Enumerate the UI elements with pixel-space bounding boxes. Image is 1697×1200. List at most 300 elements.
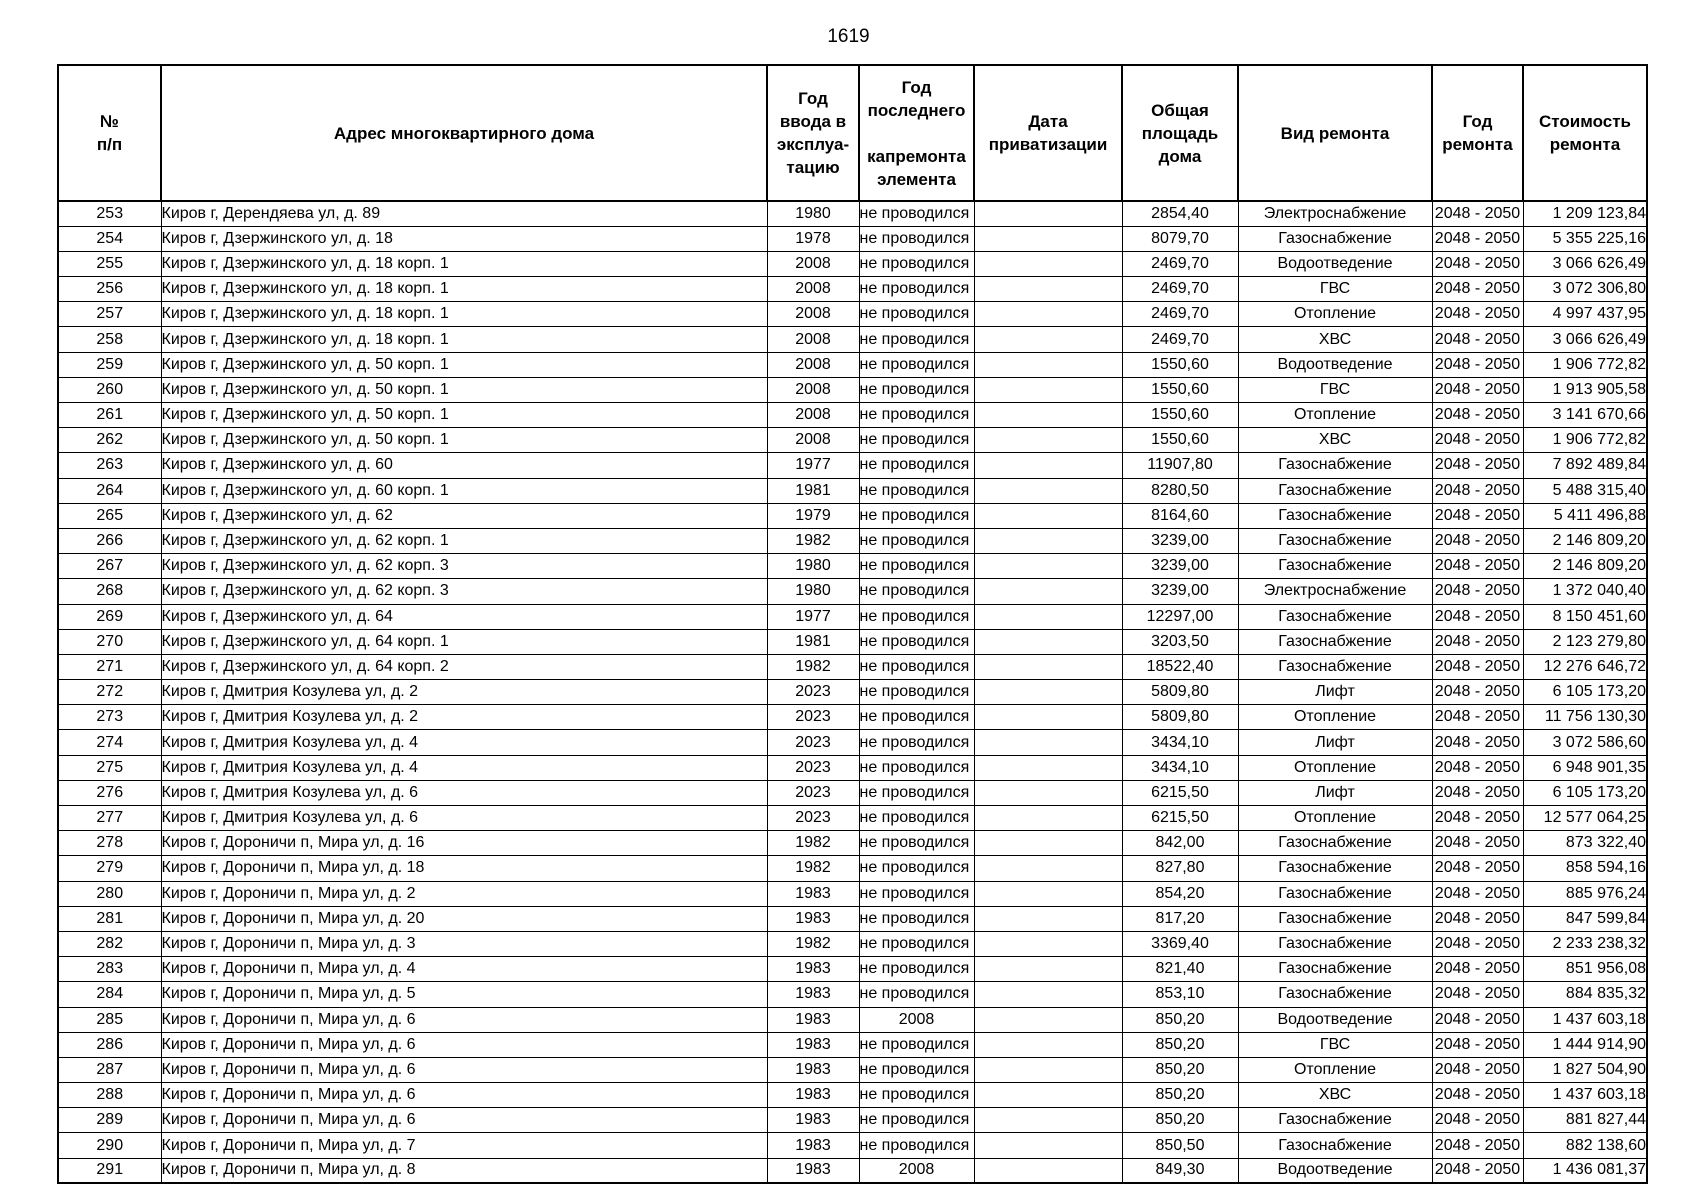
table-row [58,680,1647,705]
total-area-cell: 853,10 [1122,982,1238,1007]
table-row [58,831,1647,856]
row-num-cell: 254 [58,226,161,251]
address-cell: Киров г, Дороничи п, Мира ул, д. 6 [161,1007,767,1032]
total-area-cell: 8164,60 [1122,503,1238,528]
repair-type-cell: Водоотведение [1238,251,1432,276]
row-num-cell: 281 [58,906,161,931]
repair-year-cell: 2048 - 2050 [1432,906,1523,931]
year-commissioned-cell: 1982 [767,654,859,679]
table-row [58,982,1647,1007]
table-row [58,503,1647,528]
last-overhaul-cell: не проводился [859,680,974,705]
repair-type-cell: Лифт [1238,730,1432,755]
address-cell: Киров г, Дзержинского ул, д. 64 корп. 1 [161,629,767,654]
row-num-cell: 260 [58,377,161,402]
table-row [58,201,1647,226]
address-cell: Киров г, Дороничи п, Мира ул, д. 6 [161,1032,767,1057]
repair-year-cell: 2048 - 2050 [1432,1083,1523,1108]
table-row [58,1158,1647,1183]
year-commissioned-cell: 2023 [767,806,859,831]
address-cell: Киров г, Дмитрия Козулева ул, д. 2 [161,680,767,705]
repair-year-cell: 2048 - 2050 [1432,730,1523,755]
repair-year-cell: 2048 - 2050 [1432,604,1523,629]
privatization-date-cell [974,982,1122,1007]
repair-cost-cell: 881 827,44 [1523,1108,1647,1133]
repair-year-cell: 2048 - 2050 [1432,277,1523,302]
address-cell: Киров г, Дерендяева ул, д. 89 [161,201,767,226]
total-area-cell: 3434,10 [1122,730,1238,755]
year-commissioned-cell: 1977 [767,604,859,629]
year-commissioned-cell: 2008 [767,352,859,377]
last-overhaul-cell: не проводился [859,604,974,629]
year-commissioned-cell: 1977 [767,453,859,478]
privatization-date-cell [974,201,1122,226]
privatization-date-cell [974,1032,1122,1057]
header-privatization-date: Дата приватизации [974,65,1122,201]
repair-cost-cell: 7 892 489,84 [1523,453,1647,478]
address-cell: Киров г, Дзержинского ул, д. 62 [161,503,767,528]
privatization-date-cell [974,629,1122,654]
repair-year-cell: 2048 - 2050 [1432,352,1523,377]
table-row [58,327,1647,352]
repair-type-cell: Электроснабжение [1238,201,1432,226]
repair-year-cell: 2048 - 2050 [1432,1007,1523,1032]
repair-cost-cell: 882 138,60 [1523,1133,1647,1158]
row-num-cell: 284 [58,982,161,1007]
total-area-cell: 3434,10 [1122,755,1238,780]
table-row [58,579,1647,604]
year-commissioned-cell: 1983 [767,1083,859,1108]
privatization-date-cell [974,251,1122,276]
last-overhaul-cell: не проводился [859,755,974,780]
last-overhaul-cell: не проводился [859,302,974,327]
repair-cost-cell: 5 488 315,40 [1523,478,1647,503]
last-overhaul-cell: не проводился [859,503,974,528]
last-overhaul-cell: не проводился [859,881,974,906]
repair-type-cell: Отопление [1238,403,1432,428]
year-commissioned-cell: 1981 [767,478,859,503]
repair-cost-cell: 885 976,24 [1523,881,1647,906]
privatization-date-cell [974,730,1122,755]
table-header-row [58,65,1647,201]
address-cell: Киров г, Дороничи п, Мира ул, д. 6 [161,1083,767,1108]
row-num-cell: 262 [58,428,161,453]
repair-type-cell: Отопление [1238,705,1432,730]
year-commissioned-cell: 2023 [767,680,859,705]
privatization-date-cell [974,856,1122,881]
total-area-cell: 850,20 [1122,1007,1238,1032]
repair-cost-cell: 1 906 772,82 [1523,352,1647,377]
row-num-cell: 287 [58,1057,161,1082]
repair-cost-cell: 6 105 173,20 [1523,680,1647,705]
total-area-cell: 6215,50 [1122,806,1238,831]
address-cell: Киров г, Дороничи п, Мира ул, д. 18 [161,856,767,881]
row-num-cell: 288 [58,1083,161,1108]
year-commissioned-cell: 2023 [767,730,859,755]
row-num-cell: 275 [58,755,161,780]
privatization-date-cell [974,226,1122,251]
year-commissioned-cell: 1980 [767,201,859,226]
year-commissioned-cell: 1983 [767,1133,859,1158]
row-num-cell: 286 [58,1032,161,1057]
last-overhaul-cell: не проводился [859,906,974,931]
repair-type-cell: Электроснабжение [1238,579,1432,604]
repair-type-cell: Газоснабжение [1238,554,1432,579]
last-overhaul-cell: не проводился [859,931,974,956]
total-area-cell: 3369,40 [1122,931,1238,956]
address-cell: Киров г, Дороничи п, Мира ул, д. 6 [161,1108,767,1133]
address-cell: Киров г, Дмитрия Козулева ул, д. 4 [161,730,767,755]
repair-year-cell: 2048 - 2050 [1432,881,1523,906]
address-cell: Киров г, Дзержинского ул, д. 18 [161,226,767,251]
repair-year-cell: 2048 - 2050 [1432,680,1523,705]
last-overhaul-cell: не проводился [859,982,974,1007]
year-commissioned-cell: 1980 [767,579,859,604]
privatization-date-cell [974,1007,1122,1032]
privatization-date-cell [974,881,1122,906]
repair-year-cell: 2048 - 2050 [1432,1108,1523,1133]
last-overhaul-cell: не проводился [859,579,974,604]
total-area-cell: 2469,70 [1122,277,1238,302]
address-cell: Киров г, Дороничи п, Мира ул, д. 8 [161,1158,767,1183]
total-area-cell: 2469,70 [1122,251,1238,276]
privatization-date-cell [974,377,1122,402]
repair-cost-cell: 6 948 901,35 [1523,755,1647,780]
total-area-cell: 1550,60 [1122,428,1238,453]
year-commissioned-cell: 2008 [767,377,859,402]
repair-cost-cell: 3 066 626,49 [1523,327,1647,352]
total-area-cell: 2469,70 [1122,302,1238,327]
total-area-cell: 827,80 [1122,856,1238,881]
last-overhaul-cell: не проводился [859,403,974,428]
last-overhaul-cell: не проводился [859,528,974,553]
address-cell: Киров г, Дзержинского ул, д. 50 корп. 1 [161,377,767,402]
total-area-cell: 850,50 [1122,1133,1238,1158]
repair-type-cell: Отопление [1238,1057,1432,1082]
address-cell: Киров г, Дмитрия Козулева ул, д. 4 [161,755,767,780]
table-row [58,1108,1647,1133]
total-area-cell: 850,20 [1122,1108,1238,1133]
privatization-date-cell [974,831,1122,856]
last-overhaul-cell: не проводился [859,226,974,251]
table-row [58,554,1647,579]
table-body [58,201,1647,1183]
repair-cost-cell: 873 322,40 [1523,831,1647,856]
year-commissioned-cell: 2008 [767,302,859,327]
repair-cost-cell: 2 146 809,20 [1523,528,1647,553]
repair-type-cell: Газоснабжение [1238,503,1432,528]
repair-type-cell: Газоснабжение [1238,478,1432,503]
repair-year-cell: 2048 - 2050 [1432,856,1523,881]
row-num-cell: 258 [58,327,161,352]
repair-year-cell: 2048 - 2050 [1432,831,1523,856]
header-repair-cost: Стоимость ремонта [1523,65,1647,201]
privatization-date-cell [974,755,1122,780]
repair-type-cell: Водоотведение [1238,352,1432,377]
repair-cost-cell: 3 072 586,60 [1523,730,1647,755]
repair-year-cell: 2048 - 2050 [1432,377,1523,402]
table-row [58,730,1647,755]
last-overhaul-cell: не проводился [859,1133,974,1158]
total-area-cell: 2469,70 [1122,327,1238,352]
repair-type-cell: Газоснабжение [1238,528,1432,553]
repair-year-cell: 2048 - 2050 [1432,982,1523,1007]
privatization-date-cell [974,654,1122,679]
address-cell: Киров г, Дзержинского ул, д. 18 корп. 1 [161,277,767,302]
header-last-overhaul: Год последнего капремонта элемента [859,65,974,201]
repair-year-cell: 2048 - 2050 [1432,1158,1523,1183]
privatization-date-cell [974,579,1122,604]
total-area-cell: 8280,50 [1122,478,1238,503]
year-commissioned-cell: 1983 [767,906,859,931]
repair-year-cell: 2048 - 2050 [1432,957,1523,982]
privatization-date-cell [974,302,1122,327]
repair-year-cell: 2048 - 2050 [1432,528,1523,553]
year-commissioned-cell: 2008 [767,327,859,352]
repair-year-cell: 2048 - 2050 [1432,755,1523,780]
repair-year-cell: 2048 - 2050 [1432,428,1523,453]
repair-type-cell: Водоотведение [1238,1158,1432,1183]
privatization-date-cell [974,528,1122,553]
repair-cost-cell: 12 276 646,72 [1523,654,1647,679]
repair-year-cell: 2048 - 2050 [1432,327,1523,352]
repair-year-cell: 2048 - 2050 [1432,705,1523,730]
table-row [58,604,1647,629]
year-commissioned-cell: 1980 [767,554,859,579]
repair-cost-cell: 2 233 238,32 [1523,931,1647,956]
table-row [58,705,1647,730]
row-num-cell: 263 [58,453,161,478]
year-commissioned-cell: 1983 [767,1007,859,1032]
row-num-cell: 285 [58,1007,161,1032]
last-overhaul-cell: не проводился [859,428,974,453]
table-row [58,957,1647,982]
row-num-cell: 280 [58,881,161,906]
repair-cost-cell: 4 997 437,95 [1523,302,1647,327]
total-area-cell: 5809,80 [1122,680,1238,705]
address-cell: Киров г, Дзержинского ул, д. 60 корп. 1 [161,478,767,503]
repair-type-cell: Отопление [1238,302,1432,327]
total-area-cell: 854,20 [1122,881,1238,906]
year-commissioned-cell: 1983 [767,1108,859,1133]
total-area-cell: 821,40 [1122,957,1238,982]
total-area-cell: 2854,40 [1122,201,1238,226]
privatization-date-cell [974,604,1122,629]
repair-cost-cell: 1 437 603,18 [1523,1007,1647,1032]
repair-year-cell: 2048 - 2050 [1432,201,1523,226]
privatization-date-cell [974,554,1122,579]
year-commissioned-cell: 1983 [767,982,859,1007]
page-number: 1619 [827,26,870,47]
table-row [58,428,1647,453]
repair-type-cell: Отопление [1238,806,1432,831]
year-commissioned-cell: 1982 [767,931,859,956]
repair-type-cell: Газоснабжение [1238,881,1432,906]
address-cell: Киров г, Дороничи п, Мира ул, д. 5 [161,982,767,1007]
repair-type-cell: Водоотведение [1238,1007,1432,1032]
repair-year-cell: 2048 - 2050 [1432,806,1523,831]
repair-cost-cell: 858 594,16 [1523,856,1647,881]
table-row [58,377,1647,402]
address-cell: Киров г, Дмитрия Козулева ул, д. 6 [161,806,767,831]
repair-cost-cell: 11 756 130,30 [1523,705,1647,730]
repair-cost-cell: 8 150 451,60 [1523,604,1647,629]
repair-cost-cell: 884 835,32 [1523,982,1647,1007]
last-overhaul-cell: не проводился [859,629,974,654]
privatization-date-cell [974,705,1122,730]
repair-year-cell: 2048 - 2050 [1432,1133,1523,1158]
total-area-cell: 850,20 [1122,1032,1238,1057]
last-overhaul-cell: не проводился [859,251,974,276]
last-overhaul-cell: не проводился [859,453,974,478]
total-area-cell: 1550,60 [1122,403,1238,428]
last-overhaul-cell: не проводился [859,780,974,805]
repair-type-cell: ГВС [1238,377,1432,402]
repair-type-cell: Газоснабжение [1238,629,1432,654]
table-row [58,478,1647,503]
privatization-date-cell [974,680,1122,705]
repair-cost-cell: 3 066 626,49 [1523,251,1647,276]
row-num-cell: 270 [58,629,161,654]
repair-type-cell: Газоснабжение [1238,604,1432,629]
table-row [58,780,1647,805]
total-area-cell: 849,30 [1122,1158,1238,1183]
total-area-cell: 6215,50 [1122,780,1238,805]
address-cell: Киров г, Дзержинского ул, д. 50 корп. 1 [161,352,767,377]
repair-year-cell: 2048 - 2050 [1432,453,1523,478]
total-area-cell: 3239,00 [1122,554,1238,579]
repair-type-cell: Газоснабжение [1238,831,1432,856]
repair-cost-cell: 12 577 064,25 [1523,806,1647,831]
address-cell: Киров г, Дороничи п, Мира ул, д. 7 [161,1133,767,1158]
privatization-date-cell [974,957,1122,982]
row-num-cell: 291 [58,1158,161,1183]
total-area-cell: 3239,00 [1122,528,1238,553]
table-row [58,453,1647,478]
repair-cost-cell: 1 906 772,82 [1523,428,1647,453]
table-row [58,403,1647,428]
table-row [58,931,1647,956]
privatization-date-cell [974,478,1122,503]
privatization-date-cell [974,428,1122,453]
repair-year-cell: 2048 - 2050 [1432,654,1523,679]
total-area-cell: 3203,50 [1122,629,1238,654]
repair-cost-cell: 1 913 905,58 [1523,377,1647,402]
header-repair-year: Год ремонта [1432,65,1523,201]
address-cell: Киров г, Дороничи п, Мира ул, д. 2 [161,881,767,906]
address-cell: Киров г, Дзержинского ул, д. 62 корп. 1 [161,528,767,553]
address-cell: Киров г, Дзержинского ул, д. 60 [161,453,767,478]
total-area-cell: 1550,60 [1122,377,1238,402]
address-cell: Киров г, Дзержинского ул, д. 18 корп. 1 [161,251,767,276]
row-num-cell: 265 [58,503,161,528]
repair-year-cell: 2048 - 2050 [1432,554,1523,579]
repair-type-cell: Газоснабжение [1238,226,1432,251]
repair-cost-cell: 1 437 603,18 [1523,1083,1647,1108]
address-cell: Киров г, Дзержинского ул, д. 18 корп. 1 [161,302,767,327]
row-num-cell: 274 [58,730,161,755]
table-row [58,654,1647,679]
repair-cost-cell: 1 209 123,84 [1523,201,1647,226]
address-cell: Киров г, Дзержинского ул, д. 50 корп. 1 [161,428,767,453]
row-num-cell: 256 [58,277,161,302]
last-overhaul-cell: не проводился [859,478,974,503]
privatization-date-cell [974,1108,1122,1133]
address-cell: Киров г, Дзержинского ул, д. 62 корп. 3 [161,554,767,579]
repair-cost-cell: 3 072 306,80 [1523,277,1647,302]
last-overhaul-cell: не проводился [859,352,974,377]
last-overhaul-cell: не проводился [859,806,974,831]
row-num-cell: 283 [58,957,161,982]
year-commissioned-cell: 2008 [767,403,859,428]
year-commissioned-cell: 1978 [767,226,859,251]
repair-type-cell: Газоснабжение [1238,453,1432,478]
total-area-cell: 3239,00 [1122,579,1238,604]
table-row [58,755,1647,780]
privatization-date-cell [974,327,1122,352]
repair-cost-cell: 2 146 809,20 [1523,554,1647,579]
year-commissioned-cell: 1983 [767,957,859,982]
repair-cost-cell: 5 355 225,16 [1523,226,1647,251]
privatization-date-cell [974,1158,1122,1183]
total-area-cell: 850,20 [1122,1083,1238,1108]
header-repair-type: Вид ремонта [1238,65,1432,201]
last-overhaul-cell: не проводился [859,1108,974,1133]
address-cell: Киров г, Дзержинского ул, д. 50 корп. 1 [161,403,767,428]
table-row [58,352,1647,377]
last-overhaul-cell: 2008 [859,1007,974,1032]
total-area-cell: 11907,80 [1122,453,1238,478]
year-commissioned-cell: 1983 [767,1032,859,1057]
privatization-date-cell [974,503,1122,528]
address-cell: Киров г, Дзержинского ул, д. 62 корп. 3 [161,579,767,604]
repair-type-cell: Газоснабжение [1238,654,1432,679]
repair-year-cell: 2048 - 2050 [1432,1032,1523,1057]
repair-type-cell: Лифт [1238,780,1432,805]
repair-year-cell: 2048 - 2050 [1432,478,1523,503]
table-row [58,1133,1647,1158]
repair-type-cell: ХВС [1238,1083,1432,1108]
repair-cost-cell: 5 411 496,88 [1523,503,1647,528]
repair-type-cell: Газоснабжение [1238,906,1432,931]
last-overhaul-cell: не проводился [859,730,974,755]
address-cell: Киров г, Дзержинского ул, д. 18 корп. 1 [161,327,767,352]
repair-year-cell: 2048 - 2050 [1432,251,1523,276]
table-row [58,226,1647,251]
last-overhaul-cell: не проводился [859,654,974,679]
privatization-date-cell [974,352,1122,377]
last-overhaul-cell: 2008 [859,1158,974,1183]
table-row [58,1007,1647,1032]
repair-register-table [57,64,1648,1184]
address-cell: Киров г, Дмитрия Козулева ул, д. 6 [161,780,767,805]
repair-cost-cell: 2 123 279,80 [1523,629,1647,654]
last-overhaul-cell: не проводился [859,1057,974,1082]
row-num-cell: 279 [58,856,161,881]
table-row [58,629,1647,654]
address-cell: Киров г, Дмитрия Козулева ул, д. 2 [161,705,767,730]
repair-type-cell: ХВС [1238,428,1432,453]
table-row [58,1057,1647,1082]
privatization-date-cell [974,780,1122,805]
total-area-cell: 8079,70 [1122,226,1238,251]
privatization-date-cell [974,1083,1122,1108]
year-commissioned-cell: 1983 [767,1158,859,1183]
repair-type-cell: Газоснабжение [1238,931,1432,956]
row-num-cell: 282 [58,931,161,956]
year-commissioned-cell: 1981 [767,629,859,654]
year-commissioned-cell: 1982 [767,856,859,881]
